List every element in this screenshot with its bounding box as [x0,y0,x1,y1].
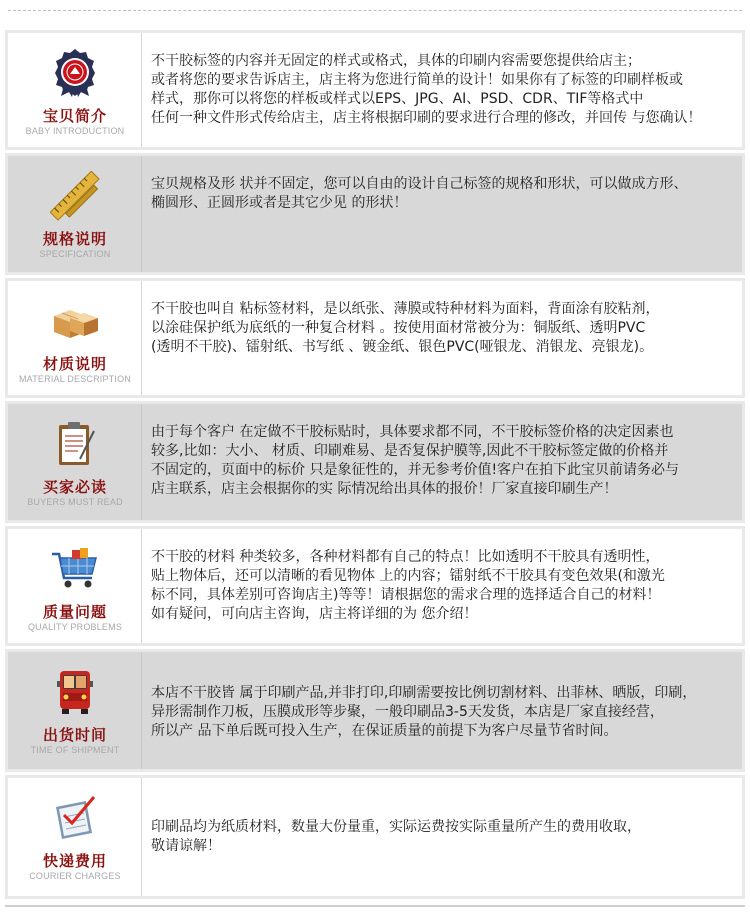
section-title: 出货时间 [42,726,107,744]
section-description: 本店不干胶皆 属于印刷产品,并非打印,印刷需要按比例切割材料、出菲林、晒版，印刷， 异形需制作刀板，压膜成形等步聚，一般印刷品3-5天发货，本店是厂家直接经营， 所以产 品下单后既可投入生产，在保证质量的前提下为客户尽量节省时间。 [151,685,697,739]
section-label-column [8,33,142,147]
section-description: 印刷品均为纸质材料，数量大份量重，实际运费按实际重量所产生的费用收取， 敬请谅解！ [151,819,641,854]
section-subtitle: BUYERS MUST READ [27,497,123,507]
section-description: 不干胶标签的内容并无固定的样式或格式，具体的印刷内容需要您提供给店主； 或者将您的要求告诉店主，店主将为您进行简单的设计！如果你有了标签的印刷样板或 样式，那你可以将您的样板或样式以EPS、JPG、AI、PSD、CDR、TIF等格式中 任何一种文件形式传给店主，店主将根据印刷的要求进行合理的修改，并回传 与您确认！ [151,53,702,126]
badge-icon [50,48,100,98]
ruler-icon [50,171,100,221]
section-label-column [8,281,142,395]
section-label-column [8,156,142,272]
section-label-column [8,778,142,896]
section-specification [5,153,745,275]
section-title: 材质说明 [42,355,107,373]
section-title: 质量问题 [42,603,107,621]
section-material-description [5,278,745,398]
section-label-column [8,529,142,643]
section-quality-problems [5,526,745,646]
section-label-column [8,404,142,520]
section-title: 宝贝简介 [42,107,107,125]
section-description: 不干胶也叫自 粘标签材料，是以纸张、薄膜或特种材料为面料，背面涂有胶粘剂， 以涂硅保护纸为底纸的一种复合材料 。按使用面材常被分为：铜版纸、透明PVC (透明不干胶)、镭射纸、书写纸 、镀金纸、银色PVC(哑银龙、消银龙、亮银龙)。 [151,301,660,355]
section-time-of-shipment [5,649,745,772]
boxes-icon [50,296,100,346]
section-subtitle: MATERIAL DESCRIPTION [18,374,131,384]
section-description: 由于每个客户 在定做不干胶标贴时，具体要求都不同，不干胶标签价格的决定因素也 较多,比如：大小、 材质、印刷难易、是否复保护膜等,因此不干胶标签定做的价格并 不固定的，页面中的标价 只是象征性的，并无参考价值!客户在拍下此宝贝前请务必与 店主联系，店主会根据你的实 际情况给出具体的报价！厂家直接印刷生产！ [151,424,680,497]
section-baby-introduction [5,30,745,150]
top-dashed-divider [8,10,742,11]
section-subtitle: TIME OF SHIPMENT [30,745,120,755]
section-description: 宝贝规格及形 状并不固定，您可以自由的设计自己标签的规格和形状，可以做成方形、 椭圆形、正圆形或者是其它少见 的形状！ [151,176,688,211]
shopping-cart-icon [50,544,100,594]
section-courier-charges [5,775,745,899]
section-subtitle: COURIER CHARGES [29,871,121,881]
checklist-icon [50,793,100,843]
section-subtitle: SPECIFICATION [39,249,111,259]
clipboard-icon [50,419,100,469]
section-buyers-must-read [5,401,745,523]
section-subtitle: BABY INTRODUCTION [25,126,125,136]
section-title: 买家必读 [42,478,107,496]
section-title: 快递费用 [42,852,107,870]
section-label-column [8,652,142,769]
section-description: 不干胶的材料 种类较多，各种材料都有自己的特点！比如透明不干胶具有透明性， 贴上物体后，还可以清晰的看见物体 上的内容；镭射纸不干胶具有变色效果(和激光 标不同，具体差别可咨询店主)等等！请根据您的需求合理的选择适合自己的材料！ 如有疑问，可向店主咨询，店主将详细的为 您介绍！ [151,549,665,622]
section-subtitle: QUALITY PROBLEMS [27,622,123,632]
bottom-divider [5,905,745,907]
delivery-truck-icon [50,667,100,717]
section-title: 规格说明 [42,230,107,248]
